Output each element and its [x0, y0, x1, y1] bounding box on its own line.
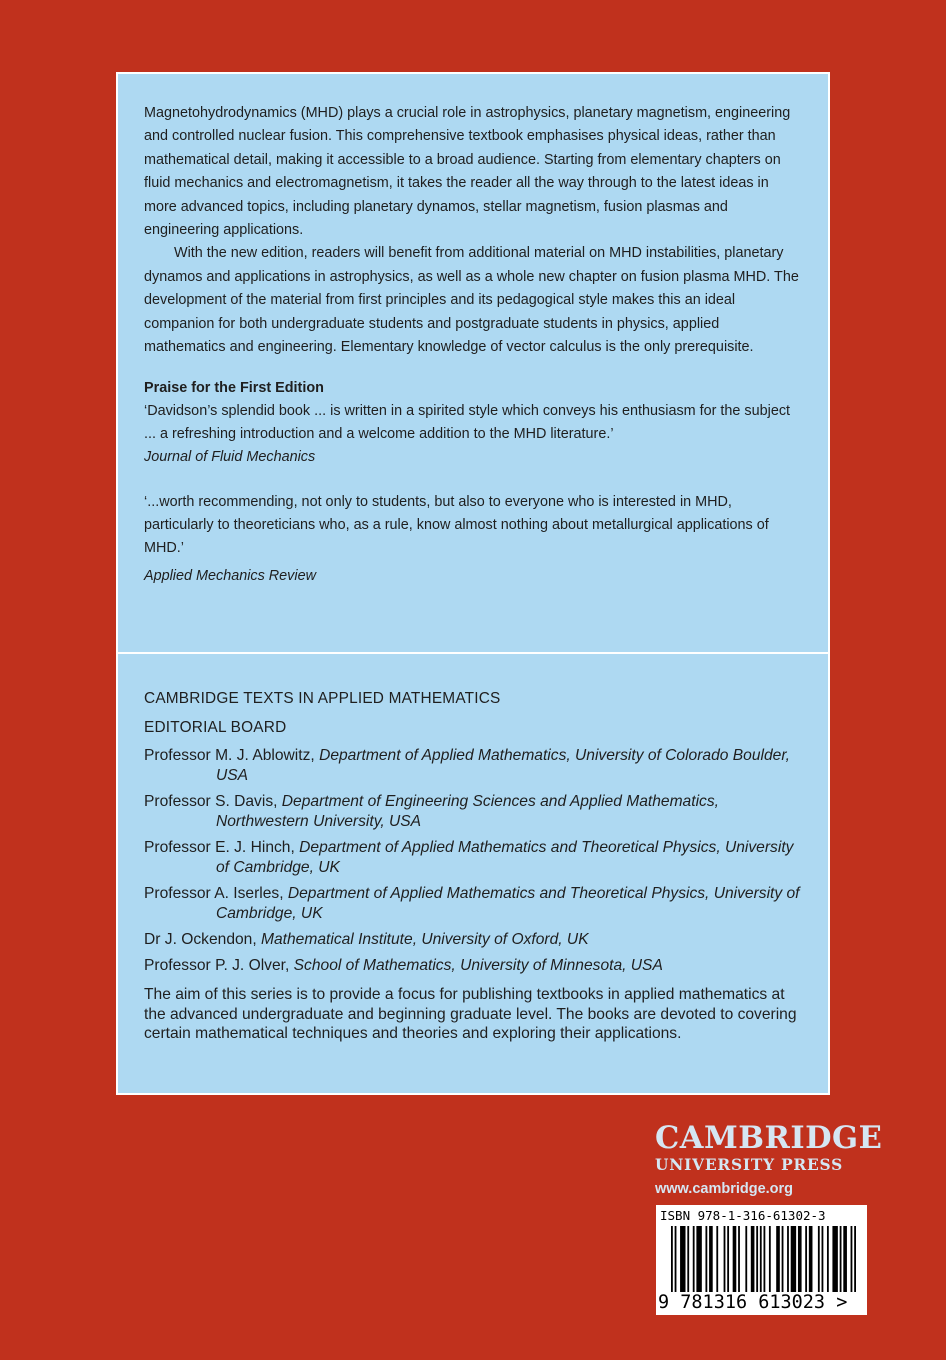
barcode-bar — [798, 1226, 802, 1292]
blurb-panel — [116, 72, 830, 654]
board-member — [144, 746, 802, 786]
editorial-board-heading: EDITORIAL BOARD — [144, 719, 287, 736]
publisher-name: CAMBRIDGE — [655, 1120, 883, 1156]
barcode-bar — [745, 1226, 747, 1292]
barcode-digits: 9 781316 613023 > — [658, 1292, 848, 1313]
barcode-bar — [671, 1226, 673, 1292]
barcode-bar — [675, 1226, 677, 1292]
board-member — [144, 956, 802, 976]
series-title: CAMBRIDGE TEXTS IN APPLIED MATHEMATICS — [144, 690, 501, 707]
board-member — [144, 792, 802, 832]
barcode-bar — [680, 1226, 685, 1292]
board-member-affiliation: Department of Applied Mathematics and Theoretical Physics, University of Cambridge, UK — [216, 885, 800, 922]
barcode-bar — [693, 1226, 695, 1292]
barcode-bar — [727, 1226, 729, 1292]
publisher-logo — [655, 1120, 883, 1200]
barcode-bar — [832, 1226, 837, 1292]
praise-source-2: Applied Mechanics Review — [144, 568, 316, 585]
barcode-bar — [724, 1226, 726, 1292]
publisher-subline: UNIVERSITY PRESS — [655, 1156, 844, 1174]
barcode-bar — [843, 1226, 847, 1292]
board-member-affiliation: Department of Applied Mathematics, University of Colorado Boulder, USA — [216, 747, 790, 784]
barcode-bar — [705, 1226, 707, 1292]
barcode-bar — [716, 1226, 718, 1292]
blurb-paragraph-1: Magnetohydrodynamics (MHD) plays a crucial role in astrophysics, planetary magnetism, engineering and controlled nuclear fusion. This comprehensive textbook emphasises physical ideas, rather than mathematical detail, making it accessible to a broad audience. Starting from elementary chapters on fluid mechanics and electromagnetism, it takes the reader all the way through to the latest ideas in more advanced topics, including planetary dynamos, stellar magnetism, fusion plasmas and engineering applications. — [144, 105, 791, 239]
barcode-bar — [733, 1226, 737, 1292]
barcode-bar — [782, 1226, 784, 1292]
board-member-name: Professor A. Iserles, — [144, 885, 284, 902]
isbn-barcode — [656, 1205, 867, 1315]
series-aim: The aim of this series is to provide a focus for publishing textbooks in applied mathematics at the advanced undergraduate and beginning graduate level. The books are devoted to covering certain mathematical techniques and theories and exploring their applications. — [144, 986, 797, 1042]
barcode-bar — [756, 1226, 758, 1292]
barcode-bar — [687, 1226, 689, 1292]
board-member-affiliation: School of Mathematics, University of Minnesota, USA — [293, 957, 663, 974]
series-panel — [116, 654, 830, 1095]
board-member-name: Professor P. J. Olver, — [144, 957, 290, 974]
board-member — [144, 838, 802, 878]
board-member-name: Dr J. Ockendon, — [144, 931, 257, 948]
barcode-bar — [818, 1226, 820, 1292]
barcode-bar — [696, 1226, 701, 1292]
board-member-name: Professor E. J. Hinch, — [144, 839, 295, 856]
isbn-label: ISBN 978-1-316-61302-3 — [660, 1208, 826, 1223]
board-member — [144, 930, 802, 950]
board-member-affiliation: Department of Applied Mathematics and Theoretical Physics, University of Cambridge, UK — [216, 839, 794, 876]
barcode-bar — [809, 1226, 813, 1292]
barcode-bar — [851, 1226, 853, 1292]
barcode-bar — [751, 1226, 755, 1292]
barcode-bars — [671, 1226, 856, 1292]
barcode-bar — [827, 1226, 829, 1292]
board-member — [144, 884, 802, 924]
board-member-name: Professor S. Davis, — [144, 793, 278, 810]
publisher-url: www.cambridge.org — [655, 1181, 794, 1197]
barcode-bar — [709, 1226, 713, 1292]
praise-quote-1: ‘Davidson’s splendid book ... is written in a spirited style which conveys his enthusiasm for the subject ... a refreshing introduction and a welcome addition to the MHD literature.’ — [144, 403, 791, 443]
board-member-affiliation: Department of Engineering Sciences and Applied Mathematics, Northwestern University, USA — [216, 793, 719, 830]
barcode-bar — [764, 1226, 766, 1292]
board-member-affiliation: Mathematical Institute, University of Oxford, UK — [261, 931, 589, 948]
barcode-bar — [822, 1226, 824, 1292]
blurb-paragraph-2: With the new edition, readers will benefit from additional material on MHD instabilities, planetary dynamos and applications in astrophysics, as well as a whole new chapter on fusion plasma MHD. The development of the material from first principles and its pedagogical style makes this an ideal companion for both undergraduate students and postgraduate students in physics, applied mathematics and engineering. Elementary knowledge of vector calculus is the only prerequisite. — [144, 245, 799, 356]
praise-heading: Praise for the First Edition — [144, 380, 324, 397]
barcode-bar — [791, 1226, 796, 1292]
barcode-bar — [776, 1226, 780, 1292]
barcode-bar — [840, 1226, 842, 1292]
barcode-bar — [760, 1226, 762, 1292]
barcode-bar — [738, 1226, 740, 1292]
praise-quote-2: ‘...worth recommending, not only to students, but also to everyone who is interested in MHD, particularly to theoreticians who, as a rule, know almost nothing about metallurgical applications of MHD.’ — [144, 494, 769, 557]
barcode-bar — [787, 1226, 789, 1292]
barcode-bar — [854, 1226, 856, 1292]
barcode-bar — [805, 1226, 807, 1292]
board-member-name: Professor M. J. Ablowitz, — [144, 747, 315, 764]
praise-source-1: Journal of Fluid Mechanics — [144, 449, 316, 466]
barcode-bar — [769, 1226, 771, 1292]
